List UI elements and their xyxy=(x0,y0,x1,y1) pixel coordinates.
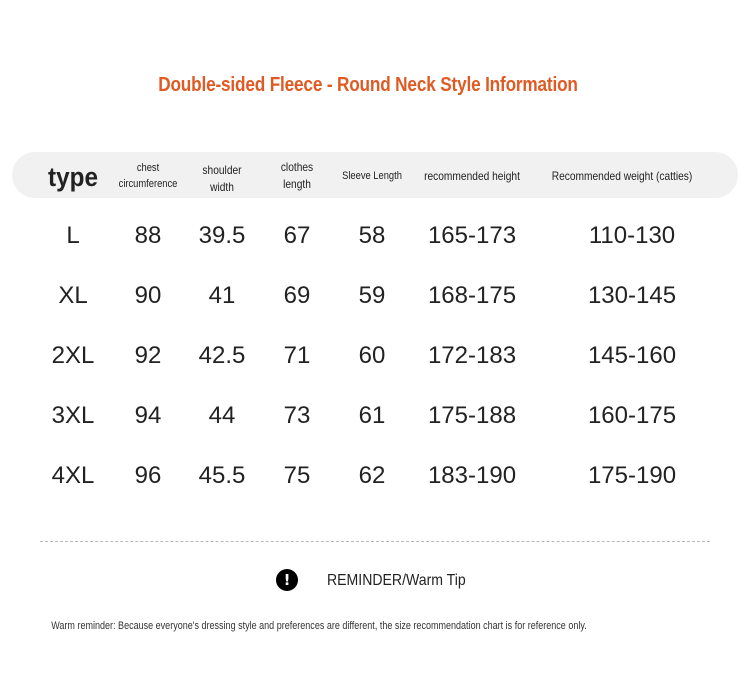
header-chest-line2: circumference xyxy=(118,178,178,190)
header-weight: Recommended weight (catties) xyxy=(551,169,693,183)
cell-type: XL xyxy=(58,282,88,309)
header-clothes-line1: clothes xyxy=(280,160,314,174)
cell-height: 183-190 xyxy=(427,462,517,489)
cell-height: 172-183 xyxy=(427,342,517,369)
reminder-title: REMINDER/Warm Tip xyxy=(327,572,466,589)
cell-shoulder: 45.5 xyxy=(198,462,246,489)
header-shoulder-line1: shoulder xyxy=(202,163,242,177)
cell-type: 4XL xyxy=(51,462,95,489)
cell-sleeve: 62 xyxy=(358,462,386,489)
dashed-divider xyxy=(40,541,710,542)
cell-clothes: 69 xyxy=(283,282,311,309)
cell-sleeve: 58 xyxy=(358,222,386,249)
cell-type: 2XL xyxy=(51,342,95,369)
cell-shoulder: 39.5 xyxy=(198,222,246,249)
cell-clothes: 67 xyxy=(283,222,311,249)
header-chest xyxy=(119,160,178,192)
cell-weight: 110-130 xyxy=(588,222,676,249)
cell-sleeve: 61 xyxy=(358,402,386,429)
cell-chest: 94 xyxy=(134,402,162,429)
cell-clothes: 73 xyxy=(283,402,311,429)
cell-height: 168-175 xyxy=(427,282,517,309)
cell-weight: 145-160 xyxy=(587,342,677,369)
cell-chest: 96 xyxy=(134,462,162,489)
reminder-text: Warm reminder: Because everyone's dressing style and preferences are different, the size recommendation chart is for reference only. xyxy=(51,620,587,632)
cell-sleeve: 60 xyxy=(358,342,386,369)
cell-shoulder: 41 xyxy=(208,282,236,309)
header-sleeve: Sleeve Length xyxy=(342,170,402,182)
cell-chest: 92 xyxy=(134,342,162,369)
header-shoulder xyxy=(202,162,241,196)
header-clothes xyxy=(281,159,313,193)
cell-shoulder: 44 xyxy=(208,402,236,429)
cell-weight: 160-175 xyxy=(587,402,677,429)
header-clothes-line2: length xyxy=(283,177,311,191)
exclamation-icon: ! xyxy=(276,569,298,591)
cell-shoulder: 42.5 xyxy=(198,342,246,369)
header-chest-line1: chest xyxy=(136,162,160,174)
cell-type: L xyxy=(66,222,80,249)
header-height: recommended height xyxy=(424,169,520,183)
cell-chest: 88 xyxy=(134,222,162,249)
cell-height: 175-188 xyxy=(427,402,517,429)
cell-clothes: 75 xyxy=(283,462,311,489)
cell-weight: 175-190 xyxy=(587,462,677,489)
header-type: type xyxy=(48,162,98,192)
cell-height: 165-173 xyxy=(427,222,517,249)
cell-type: 3XL xyxy=(51,402,95,429)
cell-chest: 90 xyxy=(134,282,162,309)
cell-clothes: 71 xyxy=(283,342,311,369)
page-title: Double-sided Fleece - Round Neck Style Information xyxy=(158,74,578,96)
header-shoulder-line2: width xyxy=(210,180,234,194)
cell-sleeve: 59 xyxy=(358,282,386,309)
cell-weight: 130-145 xyxy=(587,282,677,309)
